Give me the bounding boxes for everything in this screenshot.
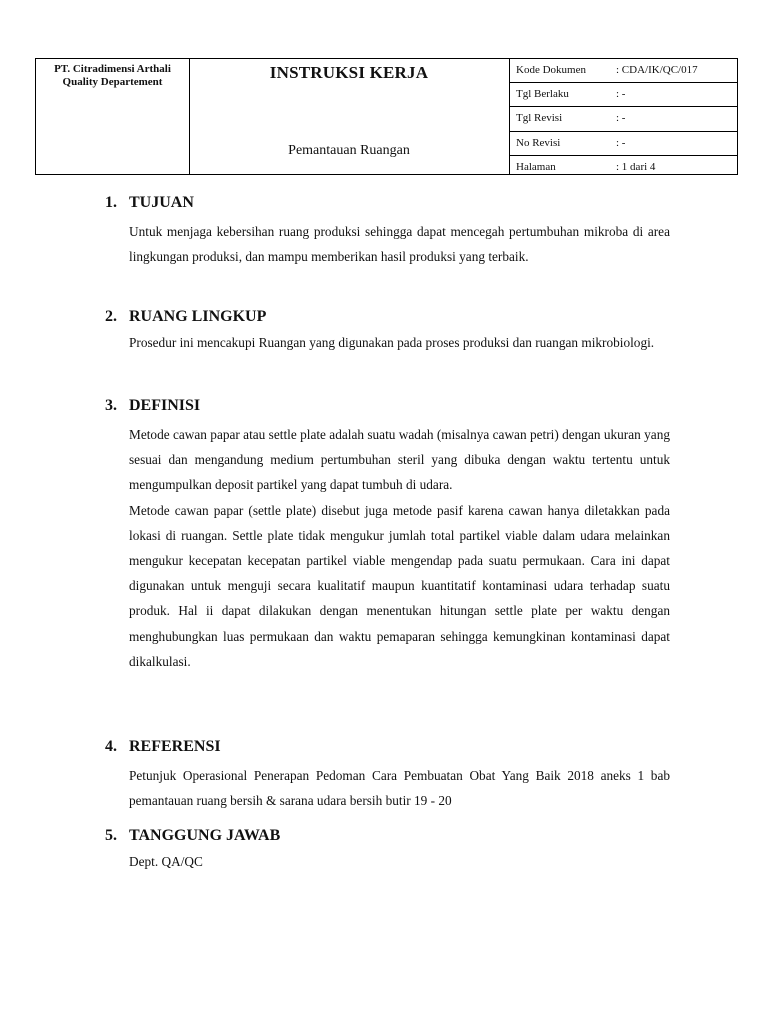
section-title: REFERENSI <box>129 738 221 755</box>
section-title: TANGGUNG JAWAB <box>129 827 281 844</box>
document-type: INSTRUKSI KERJA <box>269 63 429 82</box>
section-body <box>129 219 670 269</box>
section-ruang-lingkup <box>105 307 670 355</box>
section-heading <box>105 396 670 416</box>
paragraph: Petunjuk Operasional Penerapan Pedoman Cara Pembuatan Obat Yang Baik 2018 aneks 1 bab pemantauan ruang bersih & sarana udara bersih butir 19 - 20 <box>129 768 670 809</box>
section-body <box>129 422 670 674</box>
section-body <box>129 849 670 874</box>
section-number: 4. <box>105 738 117 755</box>
section-heading <box>105 193 670 213</box>
paragraph: Prosedur ini mencakupi Ruangan yang digunakan pada proses produksi dan ruangan mikrobiologi. <box>129 335 655 350</box>
section-tanggung-jawab <box>105 826 670 874</box>
meta-label: Halaman <box>516 160 556 173</box>
section-body <box>129 330 670 355</box>
meta-label: No Revisi <box>516 136 561 149</box>
section-definisi <box>105 396 670 674</box>
meta-row-revisi-date <box>509 107 737 131</box>
section-number: 2. <box>105 308 117 325</box>
section-title: DEFINISI <box>129 397 201 414</box>
company-name <box>36 59 189 89</box>
section-title: RUANG LINGKUP <box>129 308 267 325</box>
meta-label: Tgl Berlaku <box>516 88 569 101</box>
section-body <box>129 763 670 813</box>
meta-value: : - <box>616 136 626 149</box>
paragraph: Metode cawan papar atau settle plate adalah suatu wadah (misalnya cawan petri) dengan ukuran yang sesuai dan mengandung medium pertumbuhan steril yang dibuka dengan waktu tertentu untuk mengumpulkan deposit partikel yang dapat tumbuh di udara. <box>129 427 670 493</box>
section-heading <box>105 826 670 846</box>
paragraph: Untuk menjaga kebersihan ruang produksi sehingga dapat mencegah pertumbuhan mikroba di area lingkungan produksi, dan mampu memberikan hasil produksi yang terbaik. <box>129 224 670 265</box>
company-line1: PT. Citradimensi Arthali <box>54 63 171 75</box>
section-heading <box>105 307 670 327</box>
section-referensi <box>105 737 670 813</box>
meta-row-berlaku <box>509 83 737 107</box>
company-line2: Quality Departement <box>62 76 163 88</box>
meta-value: : 1 dari 4 <box>616 160 656 173</box>
section-heading <box>105 737 670 757</box>
document-subject: Pemantauan Ruangan <box>288 143 410 158</box>
title-cell <box>189 59 510 174</box>
paragraph: Metode cawan papar (settle plate) disebut juga metode pasif karena cawan hanya diletakkan pada lokasi di ruangan. Settle plate tidak mengukur jumlah total partikel viable dalam udara melainkan mengukur kecepatan kecepatan partikel viable mengendap pada suatu permukaan. Cara ini dapat digunakan untuk menguji secara kualitatif maupun kuantitatif kontaminasi udara terhadap suatu produk. Hal ii dapat dilakukan dengan menentukan hitungan settle plate per waktu dengan menghubungkan luas permukaan dan waktu pemaparan sehingga kemungkinan kontaminasi dapat dikalkulasi. <box>129 502 670 669</box>
section-tujuan <box>105 193 670 269</box>
section-number: 5. <box>105 827 117 844</box>
meta-label: Tgl Revisi <box>516 112 563 125</box>
company-cell <box>36 59 190 174</box>
meta-label: Kode Dokumen <box>516 64 586 76</box>
meta-value: : - <box>616 88 626 101</box>
section-number: 1. <box>105 194 117 211</box>
section-title: TUJUAN <box>129 194 194 211</box>
meta-row-halaman <box>509 156 737 179</box>
meta-row-kode <box>509 59 737 83</box>
section-number: 3. <box>105 397 117 414</box>
paragraph: Dept. QA/QC <box>129 854 203 869</box>
document-header <box>35 58 738 175</box>
meta-row-revisi-no <box>509 132 737 156</box>
meta-table <box>509 59 737 174</box>
meta-value: : - <box>616 112 626 125</box>
meta-value: : CDA/IK/QC/017 <box>616 64 698 76</box>
